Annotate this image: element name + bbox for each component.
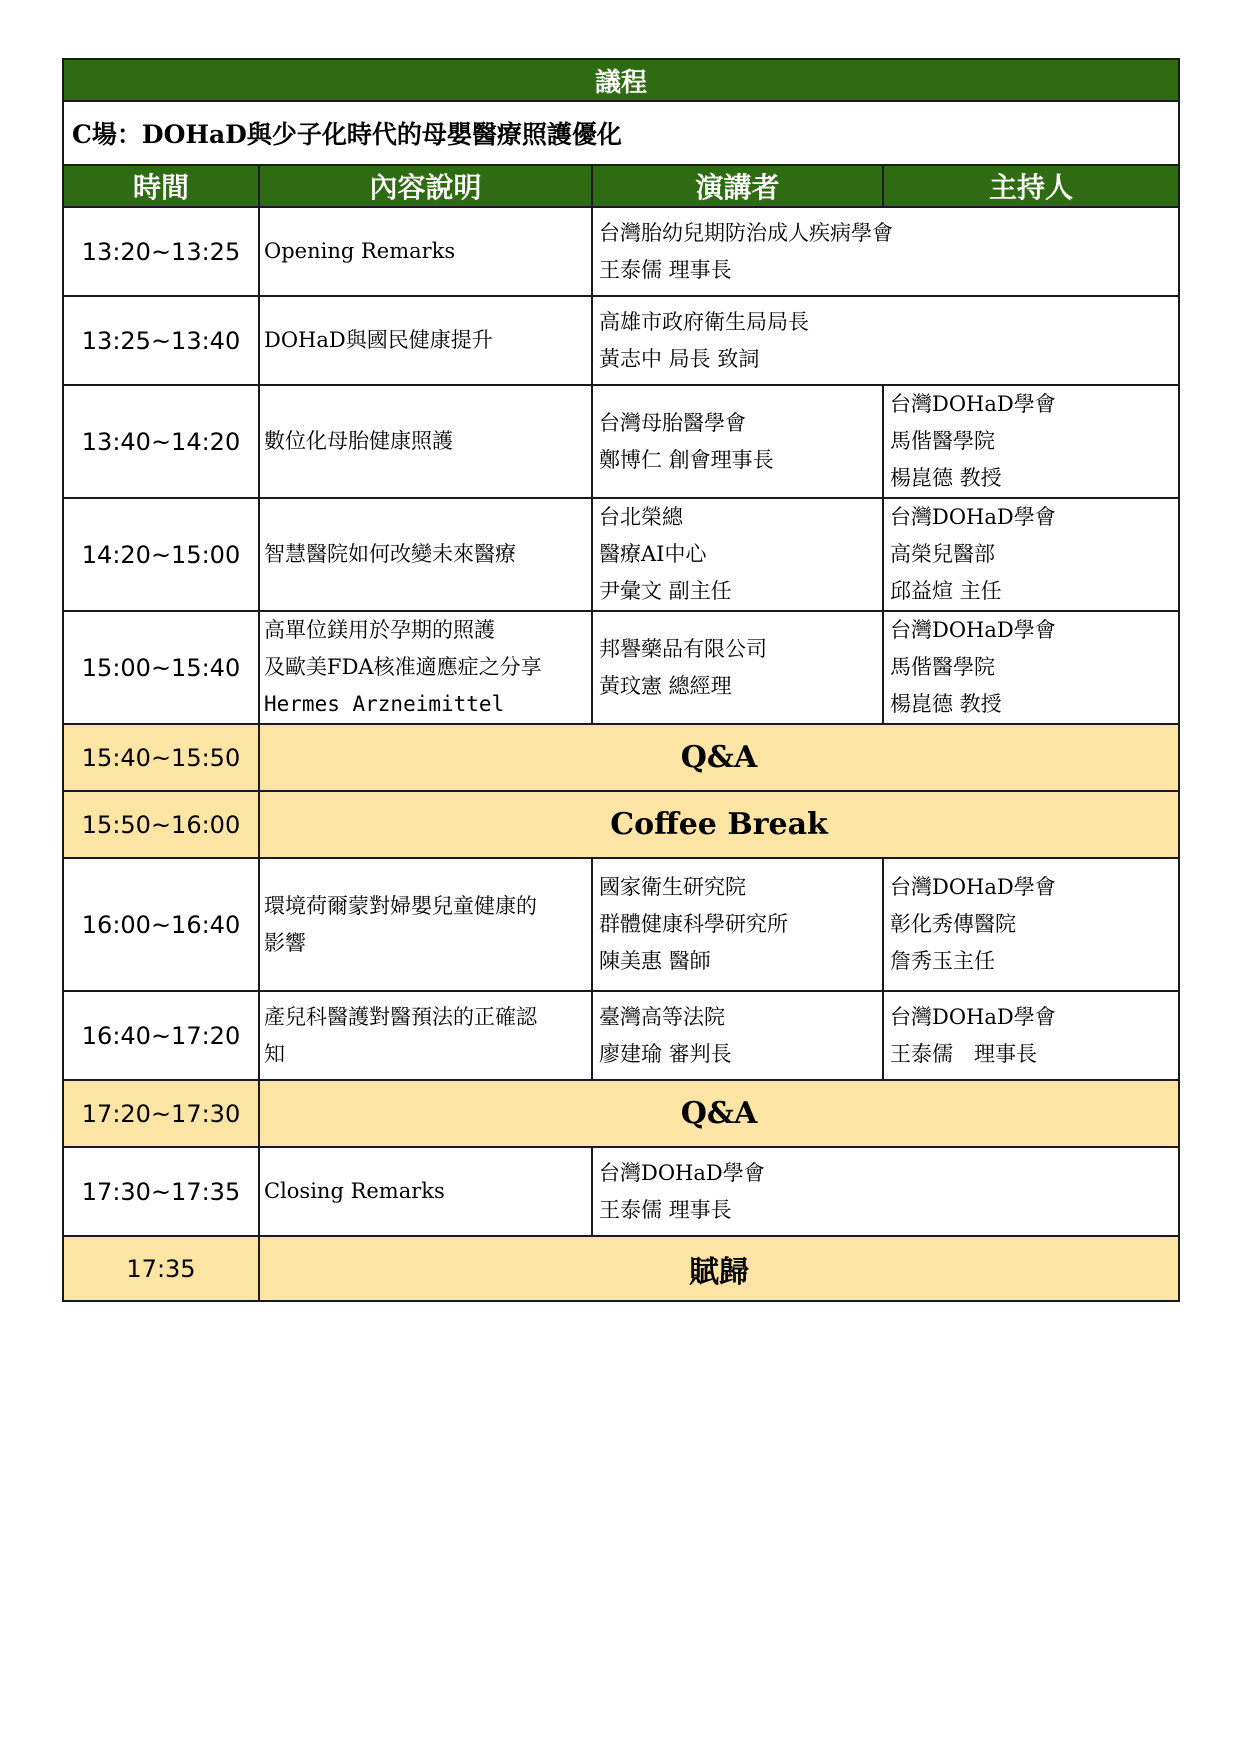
agenda-row (63, 611, 1179, 724)
speaker-line: 尹彙文 副主任 (599, 579, 732, 603)
row-content (259, 1147, 592, 1236)
header-speaker: 演講者 (592, 165, 883, 207)
speaker-line: 群體健康科學研究所 (599, 912, 788, 936)
host-line: 高榮兒醫部 (890, 542, 995, 566)
speaker-line: 台北榮總 (599, 505, 683, 529)
content-line: DOHaD與國民健康提升 (264, 328, 493, 352)
row-content (259, 498, 592, 611)
speaker-line: 王泰儒 理事長 (599, 1197, 732, 1222)
row-content (259, 611, 592, 724)
title-row (63, 59, 1179, 101)
content-line: 環境荷爾蒙對婦嬰兒童健康的 (264, 893, 537, 918)
banner-adjourn: 賦歸 (259, 1236, 1179, 1301)
host-line: 台灣DOHaD學會 (890, 505, 1056, 529)
row-content (259, 991, 592, 1080)
row-host (883, 611, 1179, 724)
agenda-row (63, 207, 1179, 296)
host-line: 彰化秀傳醫院 (890, 912, 1016, 936)
agenda-row-banner (63, 791, 1179, 858)
content-line: Hermes Arzneimittel (264, 692, 505, 716)
speaker-line: 王泰儒 理事長 (599, 257, 732, 282)
host-line: 台灣DOHaD學會 (890, 875, 1056, 899)
agenda-row (63, 296, 1179, 385)
row-speaker (592, 498, 883, 611)
row-time: 17:20~17:30 (63, 1080, 259, 1147)
session-title: C場：DOHaD與少子化時代的母嬰醫療照護優化 (63, 101, 1179, 165)
speaker-line: 黃玟憲 總經理 (599, 673, 732, 698)
host-line: 馬偕醫學院 (890, 429, 995, 453)
agenda-table (62, 58, 1180, 1302)
row-host (883, 991, 1179, 1080)
content-line: 產兒科醫護對醫預法的正確認 (264, 1004, 537, 1029)
row-speaker (592, 385, 883, 498)
host-line: 詹秀玉主任 (890, 949, 995, 973)
speaker-line: 邦譽藥品有限公司 (599, 636, 767, 661)
agenda-row-banner (63, 724, 1179, 791)
row-speaker (592, 296, 1179, 385)
speaker-line: 鄭博仁 創會理事長 (599, 447, 774, 472)
row-time: 13:40~14:20 (63, 385, 259, 498)
content-line: 知 (264, 1041, 285, 1066)
agenda-row (63, 385, 1179, 498)
banner-qa: Q&A (259, 1080, 1179, 1147)
agenda-row (63, 1147, 1179, 1236)
header-time: 時間 (63, 165, 259, 207)
agenda-row (63, 498, 1179, 611)
content-line: Closing Remarks (264, 1179, 445, 1203)
speaker-line: 臺灣高等法院 (599, 1004, 725, 1029)
agenda-row (63, 991, 1179, 1080)
row-time: 14:20~15:00 (63, 498, 259, 611)
agenda-sheet (62, 58, 1178, 1302)
banner-qa: Q&A (259, 724, 1179, 791)
host-line: 馬偕醫學院 (890, 655, 995, 679)
speaker-line: 台灣母胎醫學會 (599, 410, 746, 435)
agenda-title: 議程 (63, 59, 1179, 101)
row-time: 15:00~15:40 (63, 611, 259, 724)
agenda-row (63, 858, 1179, 991)
row-time: 15:40~15:50 (63, 724, 259, 791)
header-row (63, 165, 1179, 207)
header-host: 主持人 (883, 165, 1179, 207)
row-time: 13:20~13:25 (63, 207, 259, 296)
host-line: 邱益煊 主任 (890, 579, 1002, 603)
speaker-line: 國家衛生研究院 (599, 875, 746, 899)
banner-coffee-break: Coffee Break (259, 791, 1179, 858)
row-speaker (592, 858, 883, 991)
row-speaker (592, 1147, 1179, 1236)
host-line: 楊崑德 教授 (890, 692, 1002, 716)
speaker-line: 高雄市政府衛生局局長 (599, 309, 809, 334)
speaker-line: 陳美惠 醫師 (599, 949, 711, 973)
host-line: 王泰儒 理事長 (890, 1041, 1037, 1066)
row-time: 17:30~17:35 (63, 1147, 259, 1236)
row-host (883, 858, 1179, 991)
content-line: 智慧醫院如何改變未來醫療 (264, 542, 516, 566)
content-line: 數位化母胎健康照護 (264, 429, 453, 453)
row-speaker (592, 991, 883, 1080)
content-line: 影響 (264, 930, 306, 955)
row-content (259, 296, 592, 385)
host-line: 楊崑德 教授 (890, 466, 1002, 490)
row-time: 13:25~13:40 (63, 296, 259, 385)
speaker-line: 黃志中 局長 致詞 (599, 346, 760, 371)
speaker-line: 台灣DOHaD學會 (599, 1160, 765, 1185)
row-host (883, 385, 1179, 498)
speaker-line: 廖建瑜 審判長 (599, 1041, 732, 1066)
header-content: 內容說明 (259, 165, 592, 207)
speaker-line: 台灣胎幼兒期防治成人疾病學會 (599, 220, 893, 245)
host-line: 台灣DOHaD學會 (890, 618, 1056, 642)
content-line: 及歐美FDA核准適應症之分享 (264, 655, 542, 679)
row-time: 17:35 (63, 1236, 259, 1301)
host-line: 台灣DOHaD學會 (890, 392, 1056, 416)
session-row (63, 101, 1179, 165)
row-content (259, 858, 592, 991)
agenda-row-banner (63, 1080, 1179, 1147)
row-content (259, 385, 592, 498)
row-time: 15:50~16:00 (63, 791, 259, 858)
row-speaker (592, 207, 1179, 296)
speaker-line: 醫療AI中心 (599, 542, 707, 566)
agenda-row-banner (63, 1236, 1179, 1301)
row-host (883, 498, 1179, 611)
host-line: 台灣DOHaD學會 (890, 1004, 1056, 1029)
row-speaker (592, 611, 883, 724)
content-line: 高單位鎂用於孕期的照護 (264, 618, 495, 642)
row-content (259, 207, 592, 296)
row-time: 16:40~17:20 (63, 991, 259, 1080)
row-time: 16:00~16:40 (63, 858, 259, 991)
content-line: Opening Remarks (264, 239, 456, 263)
